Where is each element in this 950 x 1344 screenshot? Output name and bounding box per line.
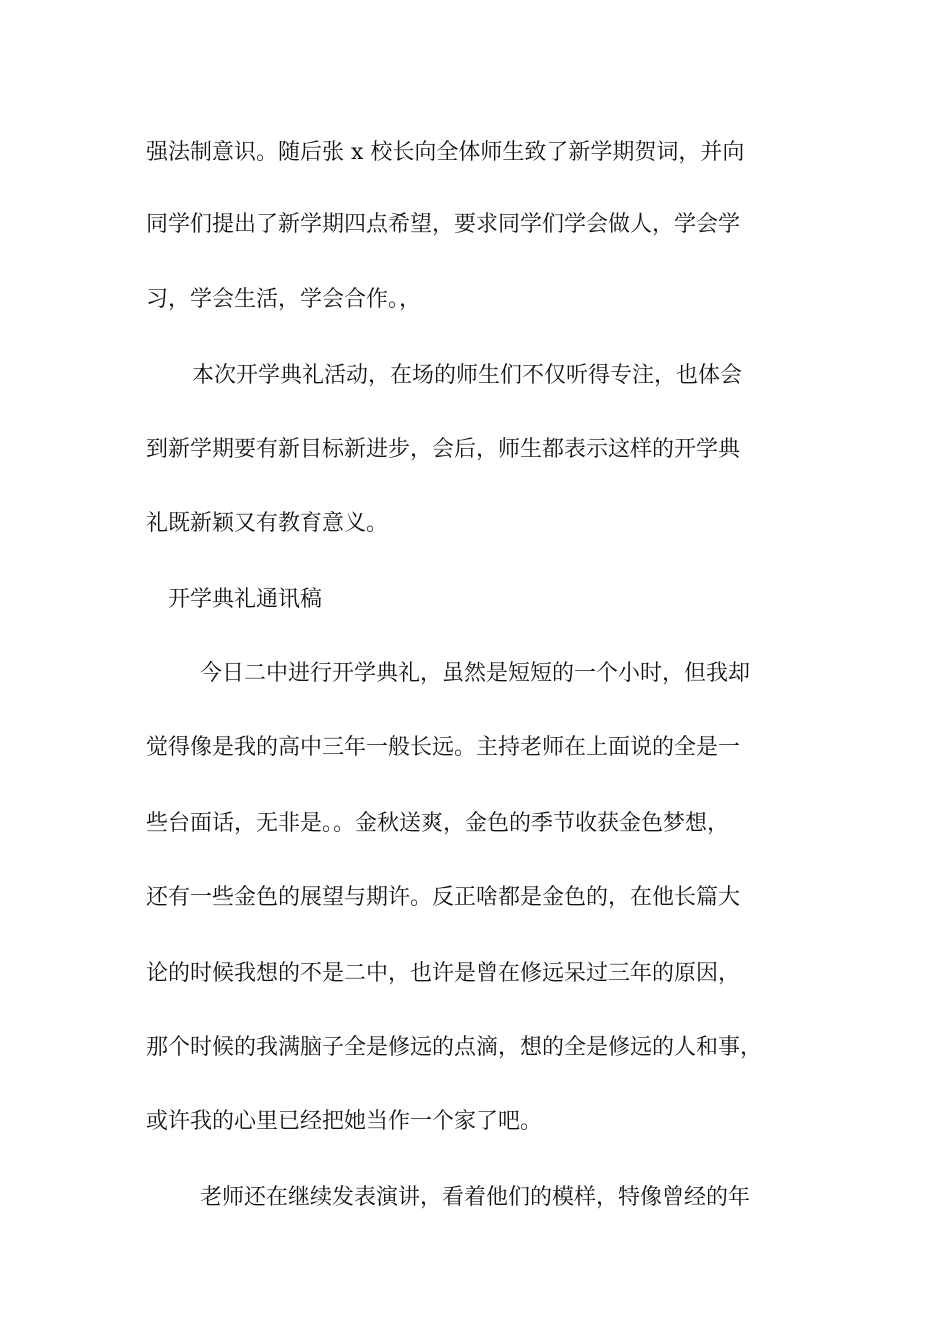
- text-line: 觉得像是我的高中三年一般长远。主持老师在上面说的全是一: [146, 735, 741, 760]
- text-line: 习，学会生活，学会合作。，: [146, 287, 422, 312]
- text-line: 还有一些金色的展望与期许。反正啥都是金色的，在他长篇大: [146, 885, 741, 910]
- text-line: 到新学期要有新目标新进步，会后，师生都表示这样的开学典: [146, 437, 741, 462]
- text-line: 同学们提出了新学期四点希望，要求同学们学会做人，学会学: [146, 212, 741, 237]
- text-line: 或许我的心里已经把她当作一个家了吧。: [146, 1109, 543, 1134]
- text-line: 论的时候我想的不是二中，也许是曾在修远呆过三年的原因，: [146, 961, 741, 986]
- section-heading: 开学典礼通讯稿: [168, 587, 323, 612]
- text-line: 那个时候的我满脑子全是修远的点滴，想的全是修远的人和事，: [146, 1035, 763, 1060]
- paragraph-start-line: 本次开学典礼活动，在场的师生们不仅听得专注，也体会: [192, 363, 743, 388]
- paragraph-start-line: 今日二中进行开学典礼，虽然是短短的一个小时，但我却: [200, 661, 751, 686]
- text-line: 礼既新颖又有教育意义。: [146, 511, 389, 536]
- text-line: 强法制意识。随后张 x 校长向全体师生致了新学期贺词，并向: [146, 140, 745, 165]
- text-line: 些台面话，无非是。。金秋送爽，金色的季节收获金色梦想，: [146, 811, 730, 836]
- paragraph-start-line: 老师还在继续发表演讲，看着他们的模样，特像曾经的年: [200, 1185, 751, 1210]
